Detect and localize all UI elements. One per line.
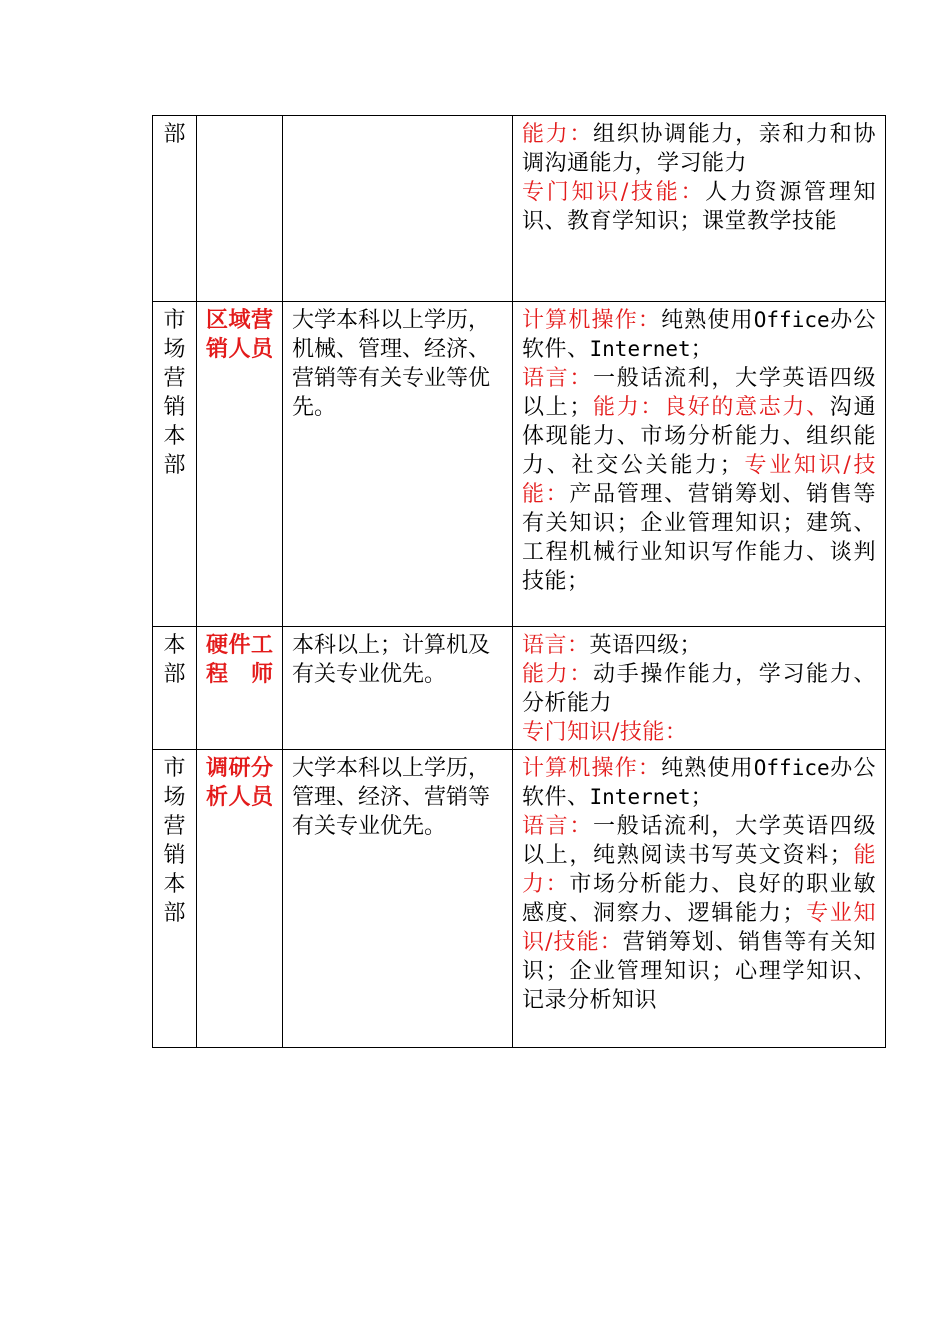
- skill-label-knowledge: 专门知识/技能：: [522, 180, 706, 205]
- department-cell: 本部: [153, 627, 197, 750]
- skill-label-ability: 能力：良好的意志力、: [591, 395, 830, 420]
- skills-cell: [513, 627, 886, 750]
- skills-cell: [513, 302, 886, 627]
- position-cell: 硬件工程师: [197, 627, 283, 750]
- skill-text-language: 英语四级；: [589, 633, 703, 658]
- skill-label-language: 语言：: [522, 814, 594, 839]
- skill-label-knowledge: 专业知识/技能：: [522, 901, 876, 955]
- skill-label-ability: 能力：: [522, 843, 876, 897]
- education-cell: 本科以上；计算机及有关专业优先。: [283, 627, 513, 750]
- skill-text-ability: 市场分析能力、良好的职业敏感度、洞察力、逻辑能力；: [522, 872, 876, 926]
- department-cell: 部: [153, 116, 197, 302]
- skill-text-ability: 组织协调能力，亲和力和协调沟通能力，学习能力: [522, 122, 876, 176]
- skill-text-computer-end: ；: [690, 785, 714, 810]
- skills-cell: [513, 116, 886, 302]
- job-requirements-table: [152, 115, 886, 1048]
- skill-text-computer-pre: 纯熟使用: [661, 308, 754, 333]
- skill-label-ability: 能力：: [522, 662, 594, 687]
- skill-text-language: 一般话流利，大学英语四级以上，纯熟阅读书写英文资料；: [522, 814, 876, 868]
- department-cell: 市场营销本部: [153, 302, 197, 627]
- education-cell: [283, 116, 513, 302]
- skill-text-internet: Internet: [589, 785, 691, 809]
- skill-label-computer: 计算机操作：: [522, 308, 662, 333]
- skill-text-language: 一般话流利，大学英语四级以上；: [522, 366, 876, 420]
- skill-text-internet: Internet: [589, 337, 691, 361]
- position-cell: [197, 116, 283, 302]
- skill-text-knowledge: 产品管理、营销筹划、销售等有关知识；企业管理知识；建筑、工程机械行业知识写作能力、谈判技能；: [522, 482, 876, 594]
- table-row: [153, 116, 886, 302]
- skill-text-computer-end: ；: [690, 337, 714, 362]
- skill-label-language: 语言：: [522, 633, 590, 658]
- skill-text-ability: 沟通体现能力、市场分析能力、组织能力、社交公关能力；: [522, 395, 876, 478]
- skill-label-knowledge: 专业知识/技能：: [522, 453, 876, 507]
- skill-text-computer-pre: 纯熟使用: [661, 756, 754, 781]
- skill-text-knowledge: 人力资源管理知识、教育学知识；课堂教学技能: [522, 180, 876, 234]
- skill-label-ability: 能力：: [522, 122, 594, 147]
- table-row: [153, 750, 886, 1048]
- skill-text-computer-mid: 办公软件、: [522, 308, 876, 362]
- table-row: [153, 627, 886, 750]
- skill-text-office: Office: [753, 756, 830, 780]
- table-row: [153, 302, 886, 627]
- skill-label-computer: 计算机操作：: [522, 756, 662, 781]
- skill-text-knowledge: 营销筹划、销售等有关知识；企业管理知识；心理学知识、记录分析知识: [522, 930, 876, 1013]
- education-cell: 大学本科以上学历，机械、管理、经济、营销等有关专业等优先。: [283, 302, 513, 627]
- skills-cell: [513, 750, 886, 1048]
- position-cell: 调研分析人员: [197, 750, 283, 1048]
- skill-text-office: Office: [753, 308, 830, 332]
- skill-text-computer-mid: 办公软件、: [522, 756, 876, 810]
- education-cell: 大学本科以上学历，管理、经济、营销等有关专业优先。: [283, 750, 513, 1048]
- position-cell: 区域营销人员: [197, 302, 283, 627]
- skill-label-language: 语言：: [522, 366, 594, 391]
- department-cell: 市场营销本部: [153, 750, 197, 1048]
- skill-label-knowledge: 专门知识/技能：: [522, 720, 688, 745]
- skill-text-ability: 动手操作能力，学习能力、分析能力: [522, 662, 876, 716]
